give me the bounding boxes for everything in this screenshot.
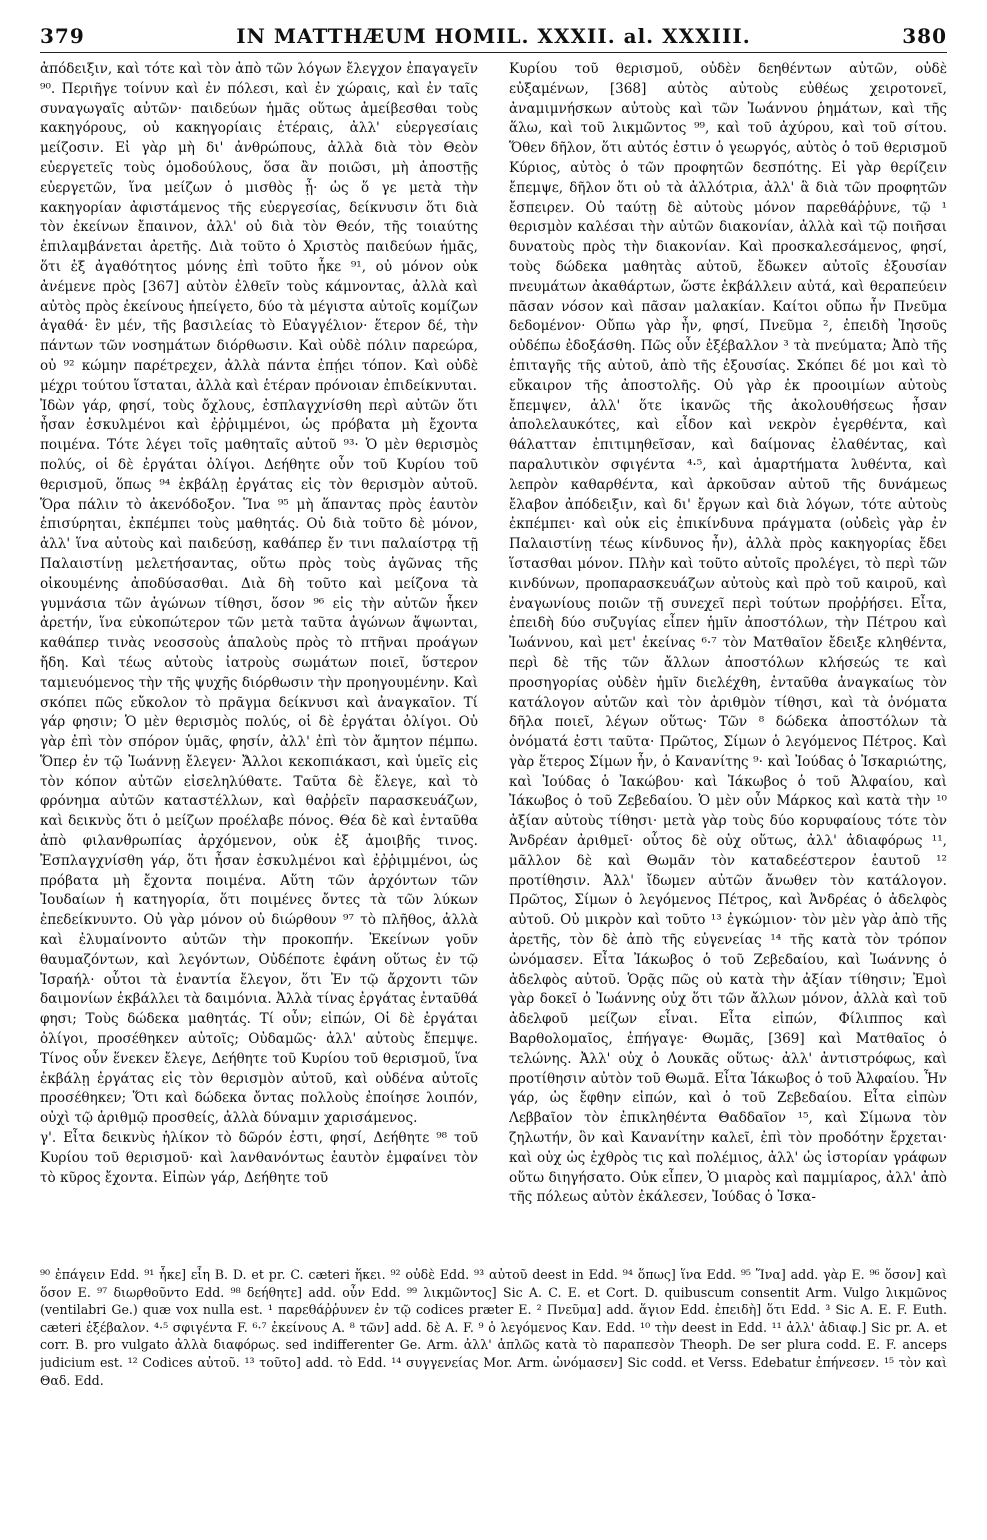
left-paragraph-1: ἀπόδειξιν, καὶ τότε καὶ τὸν ἀπὸ τῶν λόγων ἔλεγχον ἐπαγαγεῖν ⁹⁰. Περιῆγε τοίνυν καὶ ἐν πόλεσι, καὶ ἐν χώραις, καὶ ἐν ταῖς συναγωγαῖς αὐτῶν· παιδεύων ἡμᾶς οὕτως ἀμείβεσθαι τοὺς κακηγόρους, οὐ κακηγορίαις ἑτέραις, ἀλλ' εὐεργεσίαις μείζοσιν. Εἰ γὰρ μὴ δι' ἀνθρώπους, ἀλλὰ διὰ τὸν Θεὸν εὐεργετεῖς τοὺς ὁμοδούλους, ὅσα ἂν ποιῶσι, μὴ ἀποστῇς εὐεργετῶν, ἵνα μείζων ὁ μισθὸς ᾖ· ὡς ὅ γε μετὰ τὴν κακηγορίαν ἀφιστάμενος τῆς εὐεργεσίας, δείκνυσιν ὅτι διὰ τὸν ἐκείνων ἔπαινον, ἀλλ' οὐ διὰ τὸν Θεόν, τῆς τοιαύτης ἐπιλαμβάνεται ἀρετῆς. Διὰ τοῦτο ὁ Χριστὸς παιδεύων ἡμᾶς, ὅτι ἐξ ἀγαθότητος μόνης ἐπὶ τοῦτο ἧκε ⁹¹, οὐ μόνον οὐκ ἀνέμενε πρὸς [367] αὐτὸν ἐλθεῖν τοὺς κάμνοντας, ἀλλὰ καὶ αὐτὸς πρὸς ἐκείνους ἠπείγετο, δύο τὰ μέγιστα αὐτοῖς κομίζων ἀγαθά· ἓν μέν, τῆς βασιλείας τὸ Εὐαγγέλιον· ἕτερον δέ, τὴν πάντων τῶν νοσημάτων διόρθωσιν. Καὶ οὐδὲ πόλιν παρεώρα, οὐ ⁹² κώμην παρέτρεχεν, ἀλλὰ πάντα ἐπῄει τόπον. Καὶ οὐδὲ μέχρι τούτου ἵσταται, ἀλλὰ καὶ ἑτέραν πρόνοιαν ἐπιδείκνυται. — [40, 61, 478, 394]
right-column — [509, 60, 947, 1250]
right-paragraph-1: Κυρίου τοῦ θερισμοῦ, οὐδὲν δεηθέντων αὐτῶν, οὐδὲ εὐξαμένων, [368] αὐτὸς αὐτοὺς εὐθέως χειροτονεῖ, ἀναμιμνήσκων αὐτοὺς καὶ τῶν Ἰωάννου ῥημάτων, καὶ τῆς ἅλω, καὶ τοῦ λικμῶντος ⁹⁹, καὶ τοῦ ἀχύρου, καὶ τοῦ σίτου. Ὅθεν δῆλον, ὅτι αὐτός ἐστιν ὁ γεωργός, αὐτὸς ὁ τοῦ θερισμοῦ Κύριος, αὐτὸς ὁ τῶν προφητῶν δεσπότης. Εἰ γὰρ θερίζειν ἔπεμψε, δῆλον ὅτι οὐ τὰ ἀλλότρια, ἀλλ' ἃ διὰ τῶν προφητῶν ἔσπειρεν. Οὐ ταύτῃ δὲ αὐτοὺς μόνον παρεθάῤῥυνε, τῷ ¹ θερισμὸν καλέσαι τὴν αὐτῶν διακονίαν, ἀλλὰ καὶ τῷ ποιῆσαι δυνατοὺς πρὸς τὴν διακονίαν. Καὶ προσκαλεσάμενος, φησί, τοὺς δώδεκα μαθητὰς αὐτοῦ, ἔδωκεν αὐτοῖς ἐξουσίαν πνευμάτων ἀκαθάρτων, ὥστε ἐκβάλλειν αὐτά, καὶ θεραπεύειν πᾶσαν νόσον καὶ πᾶσαν μαλακίαν. Καίτοι οὔπω ἦν Πνεῦμα δεδομένον· Οὔπω γὰρ ἦν, φησί, Πνεῦμα ², ἐπειδὴ Ἰησοῦς οὐδέπω ἐδοξάσθη. Πῶς οὖν ἐξέβαλλον ³ τὰ πνεύματα; Ἀπὸ τῆς ἐπιταγῆς τῆς αὐτοῦ, ἀπὸ τῆς ἐξουσίας. Σκόπει δέ μοι καὶ τὸ εὔκαιρον τῆς ἀποστολῆς. Οὐ γὰρ ἐκ προοιμίων αὐτοὺς ἔπεμψεν, ἀλλ' ὅτε ἱκανῶς τῆς ἀκολουθήσεως ἦσαν ἀπολελαυκότες, καὶ εἶδον καὶ νεκρὸν ἐγερθέντα, καὶ θάλατταν ἐπιτιμηθεῖσαν, καὶ δαίμονας ἐλαθέντας, καὶ παραλυτικὸν σφιγέντα ⁴·⁵, καὶ ἁμαρτήματα λυθέντα, καὶ λεπρὸν καθαρθέντα, καὶ ἀρκοῦσαν αὐτοῦ τῆς δυνάμεως ἔλαβον ἀπόδειξιν, καὶ δι' ἔργων καὶ διὰ λόγων, τότε αὐτοὺς ἐκπέμπει· καὶ οὐκ εἰς ἐπικίνδυνα πράγματα (οὐδεὶς γὰρ ἐν Παλαιστίνῃ τέως κίνδυνος ἦν), ἀλλὰ πρὸς κακηγορίας ἔδει ἵστασθαι μόνον. Πλὴν καὶ τοῦτο αὐτοῖς προλέγει, τὸ περὶ τῶν κινδύνων, προπαρασκευάζων αὐτοὺς καὶ πρὸ τοῦ καιροῦ, καὶ ἐναγωνίους ποιῶν τῇ συνεχεῖ περὶ τούτων προῤῥήσει. Εἶτα, ἐπειδὴ δύο συζυγίας εἶπεν ἡμῖν ἀποστόλων, τὴν Πέτρου καὶ Ἰωάννου, καὶ μετ' ἐκείνας ⁶·⁷ τὸν Ματθαῖον ἔδειξε κληθέντα, περὶ δὲ τῆς τῶν ἄλλων ἀποστόλων κλήσεώς τε καὶ προσηγορίας οὐδὲν ἡμῖν διελέχθη, ἐνταῦθα ἀναγκαίως τὸν κατάλογον αὐτῶν καὶ τὸν ἀριθμὸν τίθησι, καὶ τὰ ὀνόματα δῆλα ποιεῖ, λέγων οὕτως· Τῶν ⁸ δώδεκα ἀποστόλων τὰ ὀνόματά ἐστι ταῦτα· Πρῶτος, Σίμων ὁ λεγόμενος Πέτρος. Καὶ γὰρ ἕτερος Σίμων ἦν, ὁ Κανανίτης ⁹· καὶ Ἰούδας ὁ Ἰσκαριώτης, καὶ Ἰούδας ὁ Ἰακώβου· καὶ Ἰάκωβος ὁ τοῦ Ἀλφαίου, καὶ Ἰάκωβος ὁ τοῦ Ζεβεδαίου. Ὁ μὲν οὖν Μάρκος καὶ κατὰ τὴν ¹⁰ ἀξίαν αὐτοὺς τίθησι· μετὰ γὰρ τοὺς δύο κορυφαίους τότε τὸν Ἀνδρέαν ἀριθμεῖ· οὗτος δὲ οὐχ οὕτως, ἀλλ' ἀδιαφόρως ¹¹, μᾶλλον δὲ καὶ Θωμᾶν τὸν καταδεέστερον ἑαυτοῦ ¹² προτίθησιν. Ἀλλ' ἴδωμεν αὐτῶν ἄνωθεν τὸν κατάλογον. Πρῶτος, Σίμων ὁ λεγόμενος Πέτρος, καὶ Ἀνδρέας ὁ ἀδελφὸς αὐτοῦ. Οὐ μικρὸν καὶ τοῦτο ¹³ ἐγκώμιον· τὸν μὲν γὰρ ἀπὸ τῆς ἀρετῆς, τὸν δὲ ἀπὸ τῆς εὐγενείας ¹⁴ τῆς κατὰ τὸν τρόπον ὠνόμασεν. Εἶτα Ἰάκωβος ὁ τοῦ Ζεβεδαίου, καὶ Ἰωάννης ὁ ἀδελφὸς αὐτοῦ. Ὁρᾷς πῶς οὐ κατὰ τὴν ἀξίαν τίθησιν; Ἐμοὶ γὰρ δοκεῖ ὁ Ἰωάννης οὐχ ὅτι τῶν ἄλλων μόνον, ἀλλὰ καὶ τοῦ ἀδελφοῦ μείζων εἶναι. Εἶτα εἰπών, Φίλιππος καὶ Βαρθολομαῖος, ἐπήγαγε· Θωμᾶς, [369] καὶ Ματθαῖος ὁ τελώνης. Ἀλλ' οὐχ ὁ Λουκᾶς οὕτως· ἀλλ' ἀντιστρόφως, καὶ προτίθησιν αὐτὸν τοῦ Θωμᾶ. Εἶτα Ἰάκωβος ὁ τοῦ Ἀλφαίου. Ἦν γάρ, ὡς ἔφθην εἰπών, καὶ ὁ τοῦ Ζεβεδαίου. Εἶτα εἰπὼν Λεββαῖον τὸν ἐπικληθέντα Θαδδαῖον ¹⁵, καὶ Σίμωνα τὸν ζηλωτήν, ὃν καὶ Κανανίτην καλεῖ, ἐπὶ τὸν προδότην ἔρχεται· καὶ οὐχ ὡς ἐχθρὸς τις καὶ πολέμιος, ἀλλ' ὡς ἱστορίαν γράφων οὕτω διηγήσατο. Οὐκ εἶπεν, Ὁ μιαρὸς καὶ παμμίαρος, ἀλλ' ἀπὸ τῆς πόλεως αὐτὸν ἐκάλεσεν, Ἰούδας ὁ Ἰσκα- — [509, 61, 947, 1206]
left-column — [40, 60, 478, 1250]
page — [40, 18, 947, 1522]
left-paragraph-3: γ'. Εἶτα δεικνὺς ἡλίκον τὸ δῶρόν ἐστι, φησί, Δεήθητε ⁹⁸ τοῦ Κυρίου τοῦ θερισμοῦ· καὶ λανθανόντως ἑαυτὸν ἐμφαίνει τὸν τὸ κῦρος ἔχοντα. Εἰπὼν γάρ, Δεήθητε τοῦ — [40, 1130, 478, 1186]
running-header — [40, 18, 947, 53]
left-paragraph-2: Ἰδὼν γάρ, φησί, τοὺς ὄχλους, ἐσπλαγχνίσθη περὶ αὐτῶν ὅτι ἦσαν ἐσκυλμένοι καὶ ἐῤῥιμμένοι, ὡς πρόβατα μὴ ἔχοντα ποιμένα. Τότε λέγει τοῖς μαθηταῖς αὐτοῦ ⁹³· Ὁ μὲν θερισμὸς πολύς, οἱ δὲ ἐργάται ὀλίγοι. Δεήθητε οὖν τοῦ Κυρίου τοῦ θερισμοῦ, ὅπως ⁹⁴ ἐκβάλῃ ἐργάτας εἰς τὸν θερισμὸν αὐτοῦ. Ὅρα πάλιν τὸ ἀκενόδοξον. Ἵνα ⁹⁵ μὴ ἅπαντας πρὸς ἑαυτὸν ἐπισύρηται, ἐκπέμπει τοὺς μαθητάς. Οὐ διὰ τοῦτο δὲ μόνον, ἀλλ' ἵνα αὐτοὺς καὶ παιδεύσῃ, καθάπερ ἔν τινι παλαίστρᾳ τῇ Παλαιστίνῃ μελετήσαντας, οὕτω πρὸς τοὺς ἀγῶνας τῆς οἰκουμένης ἀποδύσασθαι. Διὰ δὴ τοῦτο καὶ μείζονα τὰ γυμνάσια τῶν ἀγώνων τίθησι, ὅσον ⁹⁶ εἰς τὴν αὐτῶν ἧκεν ἀρετήν, ἵνα εὐκοπώτερον τῶν μετὰ ταῦτα ἀγώνων ἅψωνται, καθάπερ τινὰς νεοσσοὺς ἁπαλοὺς πρὸς τὸ πτῆναι προάγων ἤδη. Καὶ τέως αὐτοὺς ἰατροὺς σωμάτων ποιεῖ, ὕστερον ταμιευόμενος τὴν τῆς ψυχῆς διόρθωσιν τὴν προηγουμένην. Καὶ σκόπει πῶς εὔκολον τὸ πρᾶγμα δείκνυσι καὶ ἀναγκαῖον. Τί γάρ φησιν; Ὁ μὲν θερισμὸς πολύς, οἱ δὲ ἐργάται ὀλίγοι. Οὐ γὰρ ἐπὶ τὸν σπόρον ὑμᾶς, φησίν, ἀλλ' ἐπὶ τὸν ἄμητον πέμπω. Ὅπερ ἐν τῷ Ἰωάννῃ ἔλεγεν· Ἄλλοι κεκοπιάκασι, καὶ ὑμεῖς εἰς τὸν κόπον αὐτῶν εἰσεληλύθατε. Ταῦτα δὲ ἔλεγε, καὶ τὸ φρόνημα αὐτῶν καταστέλλων, καὶ θαῤῥεῖν παρασκευάζων, καὶ δεικνὺς ὅτι ὁ μείζων προέλαβε πόνος. Θέα δὲ καὶ ἐνταῦθα ἀπὸ φιλανθρωπίας ἀρχόμενον, οὐκ ἐξ ἀμοιβῆς τινος. Ἐσπλαγχνίσθη γάρ, ὅτι ἦσαν ἐσκυλμένοι καὶ ἐῤῥιμμένοι, ὡς πρόβατα μὴ ἔχοντα ποιμένα. Αὕτη τῶν ἀρχόντων τῶν Ἰουδαίων ἡ κατηγορία, ὅτι ποιμένες ὄντες τὰ τῶν λύκων ἐπεδείκνυντο. Οὐ γὰρ μόνον οὐ διώρθουν ⁹⁷ τὸ πλῆθος, ἀλλὰ καὶ ἐλυμαίνοντο αὐτῶν τὴν προκοπήν. Ἐκείνων γοῦν θαυμαζόντων, καὶ λεγόντων, Οὐδέποτε ἐφάνη οὕτως ἐν τῷ Ἰσραήλ· οὗτοι τὰ ἐναντία ἔλεγον, ὅτι Ἐν τῷ ἄρχοντι τῶν δαιμονίων ἐκβάλλει τὰ δαιμόνια. Ἀλλὰ τίνας ἐργάτας ἐνταῦθά φησι; Τοὺς δώδεκα μαθητάς. Τί οὖν; εἰπών, Οἱ δὲ ἐργάται ὀλίγοι, προσέθηκεν αὐτοῖς; Οὐδαμῶς· ἀλλ' αὐτοὺς ἔπεμψε. Τίνος οὖν ἕνεκεν ἔλεγε, Δεήθητε τοῦ Κυρίου τοῦ θερισμοῦ, ἵνα ἐκβάλῃ ἐργάτας εἰς τὸν θερισμὸν αὐτοῦ, καὶ οὐδένα αὐτοῖς προσέθηκεν; Ὅτι καὶ δώδεκα ὄντας πολλοὺς ἐποίησε λοιπόν, οὐχὶ τῷ ἀριθμῷ προσθείς, ἀλλὰ δύναμιν χαρισάμενος. — [40, 397, 478, 1127]
running-title: IN MATTHÆUM HOMIL. XXXII. al. XXXIII. — [236, 24, 751, 48]
footnotes — [40, 1266, 947, 1522]
footnotes-text: ⁹⁰ ἐπάγειν Edd. ⁹¹ ἧκε] εἶη B. D. et pr. C. cæteri ἥκει. ⁹² οὐδὲ Edd. ⁹³ αὐτοῦ deest in Edd. ⁹⁴ ὅπως] ἵνα Edd. ⁹⁵ Ἵνα] add. γὰρ E. ⁹⁶ ὅσον] καὶ ὅσον E. ⁹⁷ διωρθοῦντο Edd. ⁹⁸ δεήθητε] add. οὖν Edd. ⁹⁹ λικμῶντος] Sic A. C. E. et Cort. D. quibuscum consentit Arm. Vulgo λικμῶνος (ventilabri Ge.) quæ vox nulla est. ¹ παρεθάῤῥυνεν ἐν τῷ codices præter E. ² Πνεῦμα] add. ἅγιον Edd. ἐπειδὴ] ὅτι Edd. ³ Sic A. E. F. Euth. cæteri ἐξέβαλον. ⁴·⁵ σφιγέντα F. ⁶·⁷ ἐκείνους A. ⁸ τῶν] add. δὲ A. F. ⁹ ὁ λεγόμενος Καν. Edd. ¹⁰ τὴν deest in Edd. ¹¹ ἀλλ' ἀδιαφ.] Sic pr. A. et corr. B. pro vulgato ἀλλὰ διαφόρως. sed indifferenter Ge. Arm. ἀλλ' ἁπλῶς κατὰ τὸ παραπεσὸν Theoph. De ser plura codd. E. F. anceps judicium est. ¹² Codices αὐτοῦ. ¹³ τοῦτο] add. τὸ Edd. ¹⁴ συγγενείας Mor. Arm. ὠνόμασεν] Sic codd. et Verss. Edebatur ἐπήνεσεν. ¹⁵ τὸν καὶ Θαδ. Edd. — [40, 1267, 947, 1388]
text-columns — [40, 60, 947, 1250]
page-number-left: 379 — [40, 24, 85, 48]
page-number-right: 380 — [902, 24, 947, 48]
